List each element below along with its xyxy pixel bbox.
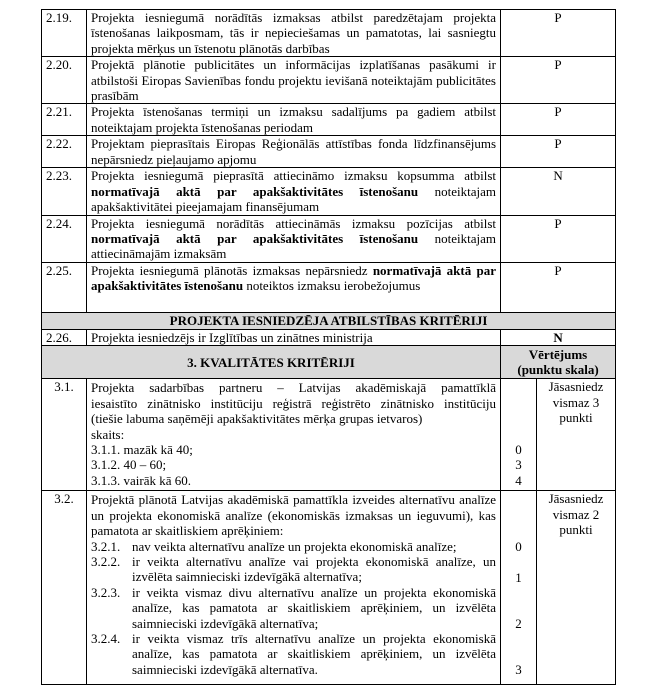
criterion-line: (tiešie labuma saņēmēji apakšaktivitātes mērķa grupas ietvaros) — [91, 411, 423, 427]
table-row — [42, 262, 616, 312]
sub-criterion-text: ir veikta vismaz trīs alternatīvu analīze un projekta ekonomiskā analīze, kas pamatota ar skaitliskiem aprēķiniem, un izvēlēta saimnieciski izdevīgākā alternatīva. — [132, 630, 496, 677]
section-title-quality: 3. KVALITĀTES KRITĒRIJI — [42, 346, 501, 379]
row-number: 2.26. — [42, 329, 87, 345]
sub-criterion-number: 3.2.3. — [91, 584, 121, 600]
sub-criterion-text: 3.1.1. mazāk kā 40; — [91, 441, 193, 457]
evaluation-header — [501, 346, 616, 379]
criterion-text-bold: normatīvajā aktā par apakšaktivitātes īstenošanu — [91, 183, 419, 199]
table-row — [42, 136, 616, 168]
criterion-text-bold: normatīvajā aktā par apakšaktivitātes īstenošanu — [91, 262, 496, 294]
score-cell — [501, 379, 537, 491]
criterion-text-bold: normatīvajā aktā par apakšaktivitātes īstenošanu — [91, 231, 419, 247]
requirement-line: vismaz 3 — [552, 394, 600, 410]
requirement-line: punkti — [559, 522, 593, 538]
score-value: 3 — [515, 662, 522, 678]
table-row — [42, 379, 616, 491]
score-value: 2 — [515, 616, 522, 632]
criterion-line: iesaistīto zinātnisko institūciju reģistrā reģistrēto zinātnisko institūciju — [91, 395, 496, 411]
sub-criterion-number: 3.2.4. — [91, 630, 121, 646]
evaluation-cell: N — [501, 329, 616, 345]
criterion-text — [87, 491, 501, 685]
criterion-text: Projektā plānotie publicitātes un informācijas izplatīšanas pasākumi ir atbilstoši Eiropas Savienības fondu projektu ievišanā noteiktajām publicitātes prasībām — [87, 57, 501, 104]
requirement-line: vismaz 2 — [552, 506, 600, 522]
requirement-line: Jāsasniedz — [548, 491, 604, 507]
criterion-text: Projekta īstenošanas termiņi un izmaksu sadalījums pa gadiem atbilst noteiktajam projekta īstenošanas periodam — [87, 104, 501, 136]
table-row — [42, 168, 616, 215]
sub-criterion — [91, 539, 496, 554]
evaluation-requirement — [537, 491, 616, 685]
criterion-text-part: noteiktos izmaksu ierobežojumus — [243, 278, 421, 294]
row-number: 2.21. — [42, 104, 87, 136]
evaluation-header-line2: (punktu skala) — [517, 362, 599, 378]
evaluation-cell: P — [501, 57, 616, 104]
criterion-text-part: noteiktajam attiecināmajām izmaksām — [91, 231, 497, 262]
table-row — [42, 215, 616, 262]
criterion-intro: Projektā plānotā Latvijas akadēmiskā pamattīkla izveides alternatīvu analīze un projekta ekonomiskā analīze (ekonomiskās izmaksas un ieguvumi), kas pamatota ar skaitliskiem aprēķiniem: — [91, 492, 496, 539]
criterion-text — [87, 215, 501, 262]
criterion-text-part: Projekta iesniegumā pieprasītā attiecināmo izmaksu kopsumma atbilst — [91, 168, 496, 184]
table-row — [42, 491, 616, 685]
section-header-row — [42, 312, 616, 329]
evaluation-cell: N — [501, 168, 616, 215]
row-number: 2.22. — [42, 136, 87, 168]
sub-criterion — [91, 631, 496, 677]
evaluation-cell: P — [501, 215, 616, 262]
sub-criterion-text: nav veikta alternatīvu analīze un projekta ekonomiskā analīze; — [132, 538, 457, 554]
sub-criterion-number: 3.2.1. — [91, 538, 121, 554]
row-number: 2.20. — [42, 57, 87, 104]
requirement-line: Jāsasniedz — [548, 379, 604, 395]
criterion-text — [87, 168, 501, 215]
sub-criterion — [91, 554, 496, 585]
score-value: 0 — [515, 539, 522, 555]
criterion-text-part: Projekta iesniegumā plānotās izmaksas nepārsniedz — [91, 262, 373, 278]
section-header-row — [42, 346, 616, 379]
score-cell — [501, 491, 537, 685]
section-title-applicant: PROJEKTA IESNIEDZĒJA ATBILSTĪBAS KRITĒRIJI — [42, 312, 616, 329]
score-value: 3 — [515, 457, 522, 473]
criterion-text — [87, 379, 501, 491]
score-value: 4 — [515, 473, 522, 489]
criterion-line: Projekta sadarbības partneru – Latvijas akadēmiskajā pamattīklā — [91, 380, 496, 396]
evaluation-requirement — [537, 379, 616, 491]
criterion-line: skaits: — [91, 426, 125, 442]
row-number: 3.1. — [42, 379, 87, 491]
criterion-text — [87, 262, 501, 312]
criteria-table — [41, 9, 616, 685]
evaluation-cell: P — [501, 104, 616, 136]
table-row — [42, 104, 616, 136]
table-row — [42, 329, 616, 345]
evaluation-cell: P — [501, 10, 616, 57]
score-value: 1 — [515, 570, 522, 586]
sub-criterion-number: 3.2.2. — [91, 553, 121, 569]
row-number: 3.2. — [42, 491, 87, 685]
sub-criterion-text: ir veikta alternatīvu analīze vai projekta ekonomiskā analīze, un izvēlēta saimnieciski izdevīgākā alternatīva; — [132, 553, 496, 585]
evaluation-cell: P — [501, 262, 616, 312]
row-number: 2.23. — [42, 168, 87, 215]
evaluation-header-line1: Vērtējums — [528, 347, 588, 363]
sub-criterion-text: ir veikta vismaz divu alternatīvu analīze un projekta ekonomiskā analīze, kas pamatota ar skaitliskiem aprēķiniem, un izvēlēta saimnieciski izdevīgākā alternatīva; — [132, 584, 496, 631]
table-row — [42, 57, 616, 104]
score-value: 0 — [515, 442, 522, 458]
sub-criterion — [91, 585, 496, 631]
sub-criterion-text: 3.1.3. vairāk kā 60. — [91, 472, 192, 488]
criterion-text: Projekta iesniegumā norādītās izmaksas atbilst paredzētajam projekta īstenošanas laikposmam, tās ir nepieciešamas un pamatotas, lai sasniegtu projekta mērķus un īstenotu plānotās darbības — [87, 10, 501, 57]
criterion-text-part: noteiktajam apakšaktivitātei pieejamajam finansējumam — [91, 183, 497, 215]
criterion-text: Projektam pieprasītais Eiropas Reģionālās attīstības fonda līdzfinansējums nepārsniedz pieļaujamo apjomu — [87, 136, 501, 168]
evaluation-cell: P — [501, 136, 616, 168]
criterion-text-part: Projekta iesniegumā norādītās attiecināmās izmaksu pozīcijas atbilst — [91, 215, 496, 231]
row-number: 2.19. — [42, 10, 87, 57]
sub-criterion-text: 3.1.2. 40 – 60; — [91, 457, 167, 473]
criterion-text: Projekta iesniedzējs ir Izglītības un zinātnes ministrija — [87, 329, 501, 345]
row-number: 2.25. — [42, 262, 87, 312]
row-number: 2.24. — [42, 215, 87, 262]
table-row — [42, 10, 616, 57]
requirement-line: punkti — [559, 410, 593, 426]
